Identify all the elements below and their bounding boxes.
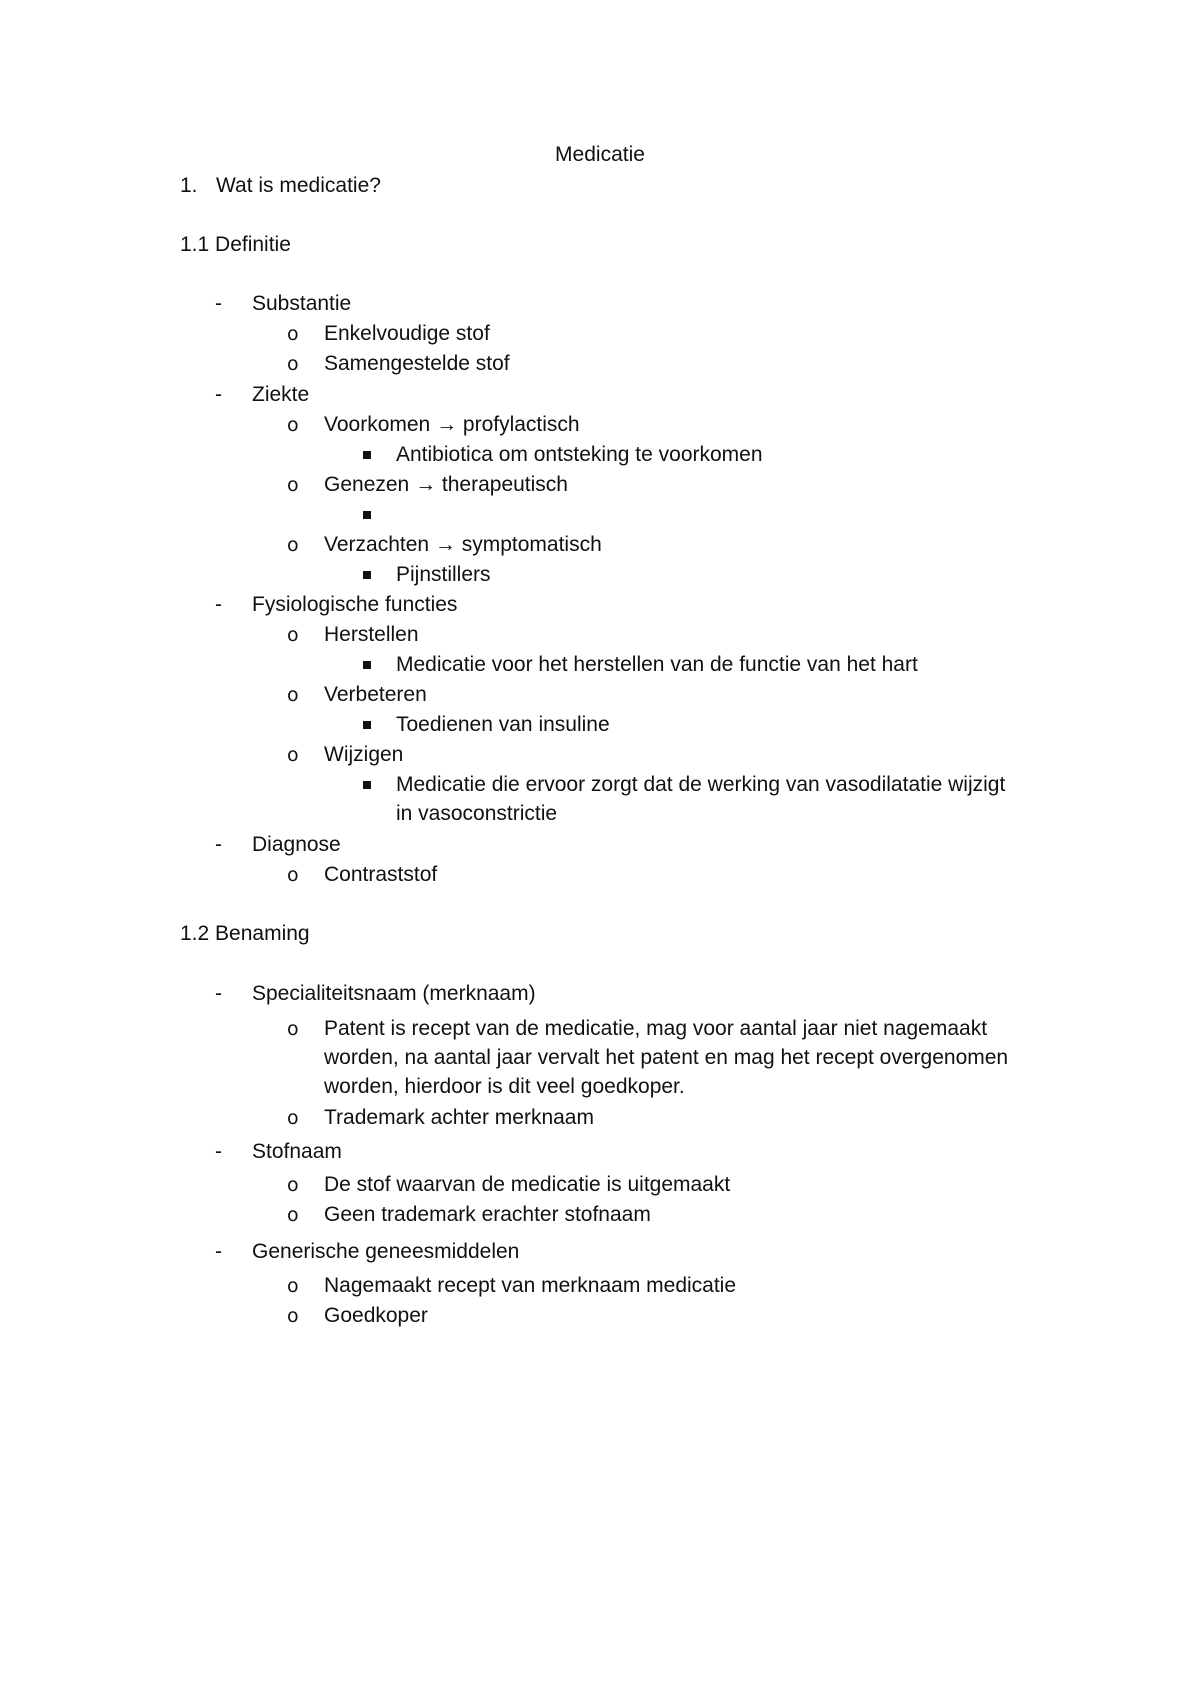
list-item-patent-line-1: Patent is recept van de medicatie, mag voor aantal jaar niet nagemaakt xyxy=(324,1017,988,1040)
circle-bullet: o xyxy=(287,1107,299,1129)
list-item-antibiotica: Antibiotica om ontsteking te voorkomen xyxy=(396,443,763,466)
circle-bullet: o xyxy=(287,414,299,436)
square-bullet xyxy=(363,721,371,729)
list-item-wijzigen-detail-line-1: Medicatie die ervoor zorgt dat de werking van vasodilatatie wijzigt xyxy=(396,773,1006,796)
square-bullet xyxy=(363,451,371,459)
list-item-enkelvoudige-stof: Enkelvoudige stof xyxy=(324,322,490,345)
square-bullet xyxy=(363,661,371,669)
list-item-specialiteitsnaam: Specialiteitsnaam (merknaam) xyxy=(252,982,536,1005)
list-item-wijzigen-detail-line-2: in vasoconstrictie xyxy=(396,802,558,825)
list-item-stof-waarvan: De stof waarvan de medicatie is uitgemaakt xyxy=(324,1173,731,1196)
circle-bullet: o xyxy=(287,323,299,345)
circle-bullet: o xyxy=(287,1174,299,1196)
heading-number: 1. xyxy=(180,174,198,197)
list-item-generische: Generische geneesmiddelen xyxy=(252,1240,520,1263)
list-item-pijnstillers: Pijnstillers xyxy=(396,563,491,586)
list-item-herstellen-detail: Medicatie voor het herstellen van de functie van het hart xyxy=(396,653,918,676)
square-bullet xyxy=(363,571,371,579)
list-item-trademark: Trademark achter merknaam xyxy=(324,1106,594,1129)
list-item-contraststof: Contraststof xyxy=(324,863,438,886)
list-item-diagnose: Diagnose xyxy=(252,833,341,856)
circle-bullet: o xyxy=(287,864,299,886)
square-bullet xyxy=(363,511,371,519)
circle-bullet: o xyxy=(287,1275,299,1297)
list-item-geen-trademark: Geen trademark erachter stofnaam xyxy=(324,1203,651,1226)
dash-bullet: - xyxy=(215,593,222,616)
circle-bullet: o xyxy=(287,744,299,766)
list-item-nagemaakt: Nagemaakt recept van merknaam medicatie xyxy=(324,1274,737,1297)
circle-bullet: o xyxy=(287,474,299,496)
list-item-genezen: Genezen → therapeutisch xyxy=(324,473,568,496)
list-item-fysiologische-functies: Fysiologische functies xyxy=(252,593,458,616)
circle-bullet: o xyxy=(287,534,299,556)
list-item-goedkoper: Goedkoper xyxy=(324,1304,428,1327)
list-item-patent-line-3: worden, hierdoor is dit veel goedkoper. xyxy=(324,1075,685,1098)
list-item-ziekte: Ziekte xyxy=(252,383,310,406)
list-item-wijzigen: Wijzigen xyxy=(324,743,404,766)
page-title: Medicatie xyxy=(555,143,645,166)
section-heading-definitie: 1.1 Definitie xyxy=(180,233,291,256)
circle-bullet: o xyxy=(287,624,299,646)
circle-bullet: o xyxy=(287,1305,299,1327)
list-item-verzachten: Verzachten → symptomatisch xyxy=(324,533,602,556)
circle-bullet: o xyxy=(287,353,299,375)
square-bullet xyxy=(363,781,371,789)
list-item-substantie: Substantie xyxy=(252,292,352,315)
dash-bullet: - xyxy=(215,383,222,406)
list-item-herstellen: Herstellen xyxy=(324,623,419,646)
heading-wat-is-medicatie: Wat is medicatie? xyxy=(216,174,381,197)
list-item-patent-line-2: worden, na aantal jaar vervalt het patent en mag het recept overgenomen xyxy=(324,1046,1009,1069)
dash-bullet: - xyxy=(215,292,222,315)
list-item-insuline: Toedienen van insuline xyxy=(396,713,610,736)
circle-bullet: o xyxy=(287,1018,299,1040)
dash-bullet: - xyxy=(215,833,222,856)
list-item-stofnaam: Stofnaam xyxy=(252,1140,342,1163)
section-heading-benaming: 1.2 Benaming xyxy=(180,922,310,945)
dash-bullet: - xyxy=(215,1240,222,1263)
circle-bullet: o xyxy=(287,684,299,706)
dash-bullet: - xyxy=(215,982,222,1005)
list-item-voorkomen: Voorkomen → profylactisch xyxy=(324,413,580,436)
list-item-verbeteren: Verbeteren xyxy=(324,683,427,706)
list-item-samengestelde-stof: Samengestelde stof xyxy=(324,352,510,375)
dash-bullet: - xyxy=(215,1140,222,1163)
circle-bullet: o xyxy=(287,1204,299,1226)
